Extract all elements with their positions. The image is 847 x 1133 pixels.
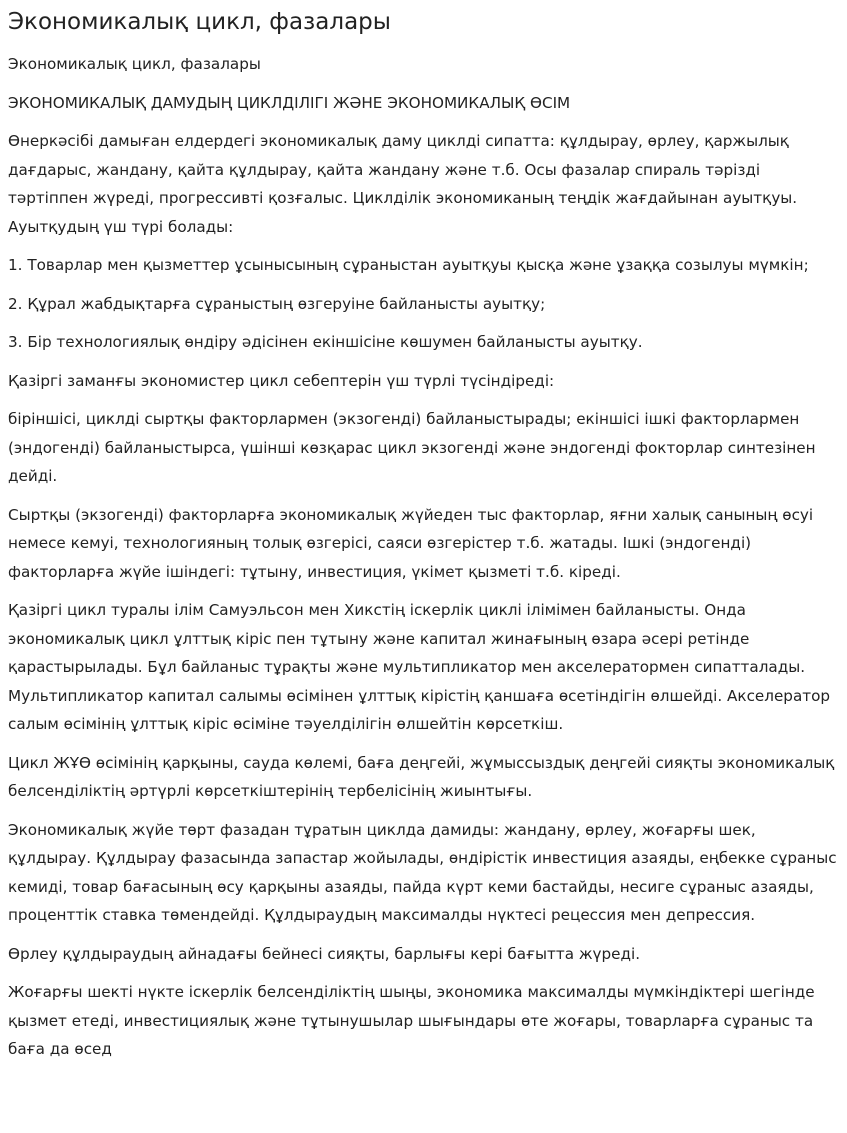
section-heading: ЭКОНОМИКАЛЫҚ ДАМУДЫҢ ЦИКЛДІЛІГІ ЖӘНЕ ЭКОНОМИКАЛЫҚ ӨСІМ (8, 93, 571, 112)
paragraph-causes: Қазіргі заманғы экономистер цикл себептерін үш түрлі түсіндіреді: (8, 371, 555, 390)
paragraph-peak: Жоғарғы шекті нүкте іскерлік белсенділіктің шыңы, экономика максималды мүмкіндіктері шегінде қызмет етеді, инвестициялық және тұтынушылар шығындары өте жоғары, товарларға сұраныс та баға да өсед (8, 983, 815, 1058)
list-item-2: 2. Құрал жабдықтарға сұраныстың өзгеруіне байланысты ауытқу; (8, 294, 546, 313)
subtitle: Экономикалық цикл, фазалары (8, 55, 261, 73)
paragraph-expansion: Өрлеу құлдыраудың айнадағы бейнесі сияқты, барлығы кері бағытта жүреді. (8, 944, 641, 963)
paragraph-cycle-definition: Цикл ЖҰӨ өсімінің қарқыны, сауда көлемі, баға деңгейі, жұмыссыздық деңгейі сияқты экономикалық белсенділіктің әртүрлі көрсеткіштерінің тербелісінің жиынтығы. (8, 753, 835, 800)
paragraph-exogenous: Сыртқы (экзогенді) факторларға экономикалық жүйеден тыс факторлар, яғни халық санының өсуі немесе кемуі, технологияның толық өзгерісі, саяси өзгерістер т.б. жатады. Ішкі (эндогенді) факторларға жүйе ішіндегі: тұтыну, инвестиция, үкімет қызметі т.б. кіреді. (8, 505, 814, 581)
paragraph-phases: Экономикалық жүйе төрт фазадан тұратын циклда дамиды: жандану, өрлеу, жоғарғы шек, құлдырау. Құлдырау фазасында запастар жойылады, өндірістік инвестиция азаяды, еңбекке сұраныс кемиді, товар бағасының өсу қарқыны азаяды, пайда күрт кеми бастайды, несиге сұраныс азаяды, проценттік ставка төмендейді. Құлдыраудың максималды нүктесі рецессия мен депрессия. (8, 820, 837, 924)
page-title: Экономикалық цикл, фазалары (8, 9, 391, 35)
paragraph-theory: Қазіргі цикл туралы ілім Самуэльсон мен Хикстің іскерлік циклі ілімімен байланысты. Онда экономикалық цикл ұлттық кіріс пен тұтыну және капитал жинағының өзара әсері ретінде қарастырылады. Бұл байланыс тұрақты және мультипликатор мен акселератормен сипатталады. Мультипликатор капитал салымы өсімінен ұлттық кірістің қаншаға өсетіндігін өлшейді. Акселератор салым өсімінің ұлттық кіріс өсіміне тәуелділігін өлшейтін көрсеткіш. (8, 601, 831, 733)
list-item-3: 3. Бір технологиялық өндіру әдісінен екіншісіне көшумен байланысты ауытқу. (8, 333, 643, 351)
paragraph-intro: Өнеркәсібі дамыған елдердегі экономикалық даму циклді сипатта: құлдырау, өрлеу, қаржылық дағдарыс, жандану, қайта құлдырау, қайта жандану және т.б. Осы фазалар спираль тәрізді тәртіппен жүреді, прогрессивті қозғалыс. Циклділік экономиканың теңдік жағдайынан ауытқуы. Ауытқудың үш түрі болады: (8, 132, 798, 236)
list-item-1: 1. Товарлар мен қызметтер ұсынысының сұраныстан ауытқуы қысқа және ұзаққа созылуы мүмкін; (8, 256, 809, 274)
paragraph-factors: біріншісі, циклді сыртқы факторлармен (экзогенді) байланыстырады; екіншісі ішкі факторлармен (эндогенді) байланыстырса, үшінші көзқарас цикл экзогенді және эндогенді фокторлар синтезінен дейді. (8, 410, 816, 485)
